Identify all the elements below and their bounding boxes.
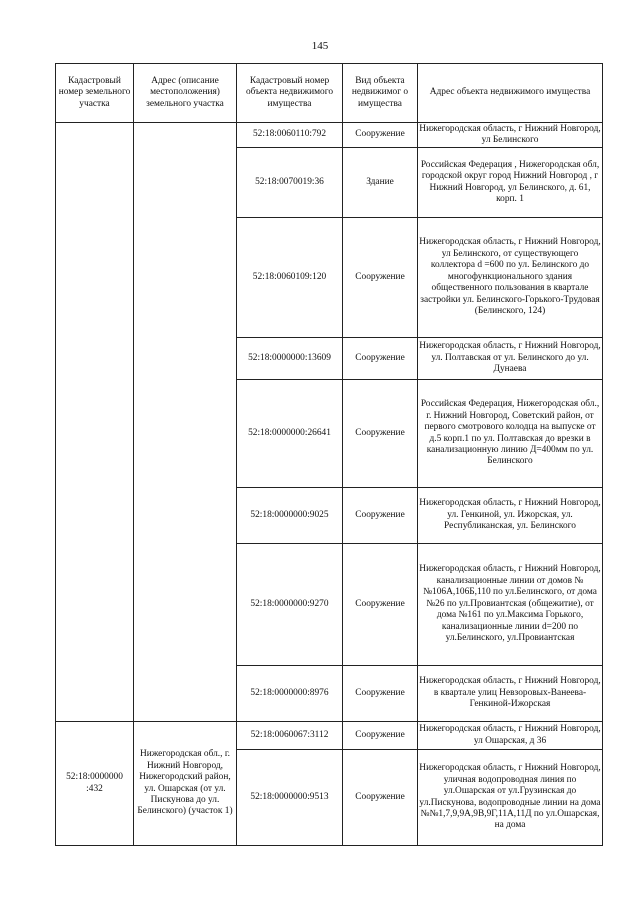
object-address-cell: Нижегородская область, г Нижний Новгород, ул Белинского, от существующего коллектора d =600 по ул. Белинского до многофункционального здания общественного пользования в квартале застройки ул. Белинского-Горького-Трудовая (Белинского, 124) — [418, 218, 603, 338]
object-address-cell: Нижегородская область, г Нижний Новгород, ул. Полтавская от ул. Белинского до ул. Дунаева — [418, 338, 603, 380]
land-address-cell — [134, 123, 237, 722]
land-address-cell: Нижегородская обл., г. Нижний Новгород, Нижегородский район, ул. Ошарская (от ул. Пискунова до ул. Белинского) (участок 1) — [134, 722, 237, 846]
object-type-cell: Сооружение — [343, 544, 418, 666]
header-object-address: Адрес объекта недвижимого имущества — [418, 64, 603, 123]
object-address-cell: Нижегородская область, г Нижний Новгород, канализационные линии от домов №№106А,106Б,110 по ул.Белинского, от дома №26 по ул.Провиантская (общежитие), от дома №161 по ул.Максима Горького, канализационные линии d=200 по ул.Белинского, ул.Провиантская — [418, 544, 603, 666]
object-type-cell: Здание — [343, 148, 418, 218]
object-address-cell: Нижегородская область, г Нижний Новгород, ул. Генкиной, ул. Ижорская, ул. Республиканская, ул. Белинского — [418, 488, 603, 544]
object-cadastral-cell: 52:18:0000000:9270 — [237, 544, 343, 666]
object-cadastral-cell: 52:18:0000000:8976 — [237, 666, 343, 722]
header-land-cadastral: Кадастровый номер земельного участка — [56, 64, 134, 123]
header-object-cadastral: Кадастровый номер объекта недвижимого имущества — [237, 64, 343, 123]
object-address-cell: Нижегородская область, г Нижний Новгород, в квартале улиц Невзоровых-Ванеева-Генкиной-Ижорская — [418, 666, 603, 722]
object-type-cell: Сооружение — [343, 380, 418, 488]
table-row — [56, 123, 603, 148]
object-address-cell: Нижегородская область, г Нижний Новгород, ул Белинского — [418, 123, 603, 148]
object-type-cell: Сооружение — [343, 488, 418, 544]
header-object-type: Вид объекта недвижимог о имущества — [343, 64, 418, 123]
object-type-cell: Сооружение — [343, 338, 418, 380]
header-land-address: Адрес (описание местоположения) земельного участка — [134, 64, 237, 123]
land-cadastral-cell — [56, 123, 134, 722]
object-address-cell: Российская Федерация , Нижегородская обл, городской округ город Нижний Новгород , г Нижний Новгород, ул Белинского, д. 61, корп. 1 — [418, 148, 603, 218]
object-type-cell: Сооружение — [343, 218, 418, 338]
object-type-cell: Сооружение — [343, 722, 418, 750]
object-cadastral-cell: 52:18:0000000:13609 — [237, 338, 343, 380]
object-cadastral-cell: 52:18:0000000:9513 — [237, 750, 343, 846]
object-cadastral-cell: 52:18:0000000:9025 — [237, 488, 343, 544]
object-cadastral-cell: 52:18:0060067:3112 — [237, 722, 343, 750]
object-address-cell: Нижегородская область, г Нижний Новгород, уличная водопроводная линия по ул.Ошарская от ул.Грузинская до ул.Пискунова, водопроводные линии на дома №№1,7,9,9А,9В,9Г,11А,11Д по ул.Ошарская, на дома — [418, 750, 603, 846]
object-type-cell: Сооружение — [343, 666, 418, 722]
object-type-cell: Сооружение — [343, 123, 418, 148]
land-cadastral-cell: 52:18:0000000 :432 — [56, 722, 134, 846]
object-cadastral-cell: 52:18:0070019:36 — [237, 148, 343, 218]
table-row — [56, 722, 603, 750]
object-cadastral-cell: 52:18:0060110:792 — [237, 123, 343, 148]
registry-table — [55, 63, 603, 846]
object-cadastral-cell: 52:18:0000000:26641 — [237, 380, 343, 488]
object-address-cell: Нижегородская область, г Нижний Новгород, ул Ошарская, д 36 — [418, 722, 603, 750]
object-cadastral-cell: 52:18:0060109:120 — [237, 218, 343, 338]
object-type-cell: Сооружение — [343, 750, 418, 846]
page-number: 145 — [311, 40, 329, 52]
object-address-cell: Российская Федерация, Нижегородская обл., г. Нижний Новгород, Советский район, от первого смотрового колодца на выпуске от д.5 корп.1 по ул. Полтавская до врезки в канализационную линию Д=400мм по ул. Белинского — [418, 380, 603, 488]
table-header-row — [56, 64, 603, 123]
